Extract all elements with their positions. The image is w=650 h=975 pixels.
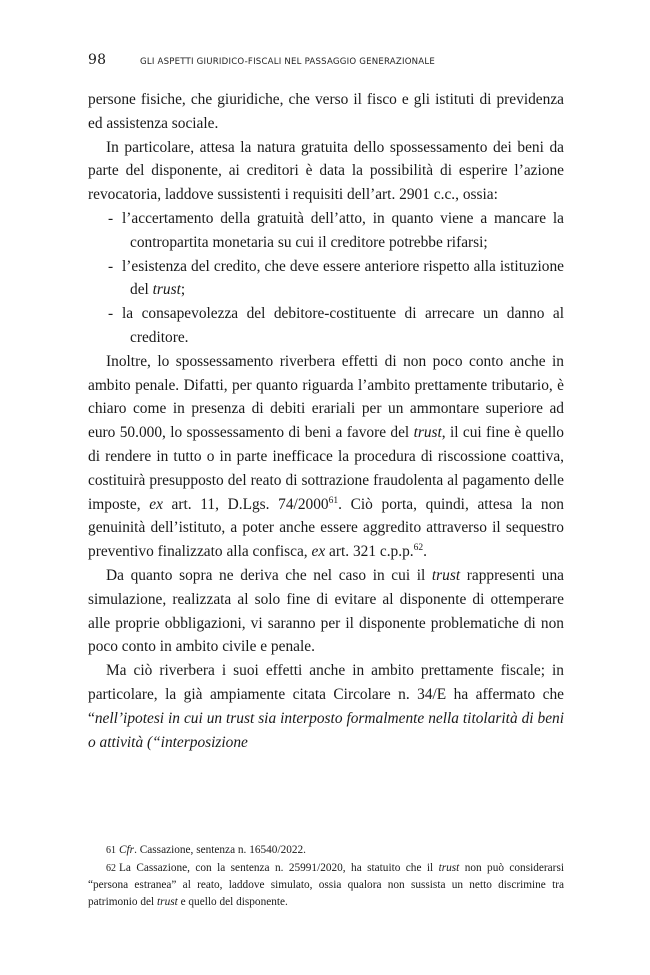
list-item-italic: trust [152,281,181,299]
footnote-text-c: e quello del disponente. [177,895,288,908]
p3-text-f: . [423,543,428,561]
footnote-text-b: non può considerarsi “persona estranea” al reato, laddove simulato, ossia qualora non sussista un netto discrimine tra patrimonio del [88,861,564,908]
paragraph-4 [88,564,564,659]
p3-italic-ex: ex [149,495,163,513]
p3-text-d: . Ciò porta, quindi, attesa la non genuinità dell’istituto, a poter anche essere aggredito attraverso il sequestro preventivo finalizzato alla confisca, [88,495,564,561]
page-number: 98 [88,52,107,68]
list-dash: - [108,209,114,227]
p4-text-a: Da quanto sopra ne deriva che nel caso in cui il [106,566,432,584]
list-item [108,302,564,350]
list-item-text-end: ; [180,281,186,299]
p4-italic-trust: trust [431,566,461,584]
footnote-number: 62 [106,862,116,874]
paragraph-2: In particolare, attesa la natura gratuita dello spossessamento dei beni da parte del disponente, ai creditori è data la possibilità di esperire l’azione revocatoria, laddove sussistenti i requisiti dell’art. 2901 c.c., ossia: [88,138,564,204]
list-dash: - [108,305,114,323]
list-item [108,255,564,303]
list-dash: - [108,257,114,275]
footnote-62 [88,860,564,911]
p5-italic-quote: nell’ipotesi in cui un trust sia interposto formalmente nella titolarità di beni o attività (“interposizione [88,709,564,751]
paragraph-5 [88,659,564,754]
p3-text-c: art. 11, D.Lgs. 74/2000 [162,495,329,513]
list-item-text: la consapevolezza del debitore-costituente di arrecare un danno al creditore. [122,305,564,346]
footnotes [88,842,564,910]
footnote-italic-trust: trust [438,861,460,874]
paragraph-1: persone fisiche, che giuridiche, che verso il fisco e gli istituti di previdenza ed assistenza sociale. [88,91,564,132]
p5-text-a: Ma ciò riverbera i suoi effetti anche in ambito prettamente fiscale; in particolare, la già ampiamente citata Circolare n. 34/E ha affermato che “ [88,662,564,727]
footnote-italic-trust-2: trust [157,895,178,908]
footnote-61 [88,842,564,860]
footnote-text-a: La Cassazione, con la sentenza n. 25991/2020, ha statuito che il [119,861,439,874]
p4-text-b: rappresenti una simulazione, realizzata al solo fine di evitare al disponente di ottemperare alle proprie obbligazioni, vi saranno per il disponente problematiche di non poco conto in ambito civile e penale. [88,566,564,656]
requirements-list [88,207,564,350]
footnote-ref-61: 61 [328,495,339,506]
p3-italic-trust: trust [413,424,442,442]
p3-text-e: art. 321 c.p.p. [325,543,414,561]
p3-text-a: Inoltre, lo spossessamento riverbera effetti di non poco conto anche in ambito penale. Difatti, per quanto riguarda l’ambito prettamente tributario, è chiaro come in presenza di debiti erariali per un ammontare superiore ad euro 50.000, lo spossessamento di beni a favore del [88,352,564,442]
body-text [88,88,564,754]
running-title: GLI ASPETTI GIURIDICO-FISCALI NEL PASSAGGIO GENERAZIONALE [140,57,435,67]
list-item [108,207,564,255]
page-header [88,52,568,68]
p3-text-b: , il cui fine è quello di rendere in tutto o in parte inefficace la procedura di riscossione coattiva, costituirà presupposto del reato di sottrazione fraudolenta al pagamento delle imposte, [88,424,564,513]
p3-italic-ex-2: ex [311,543,326,561]
list-item-text: l’accertamento della gratuità dell’atto, in quanto viene a mancare la contropartita monetaria su cui il creditore potrebbe rifarsi; [122,209,564,251]
footnote-number: 61 [106,845,116,856]
paragraph-3 [88,350,564,564]
footnote-ref-62: 62 [413,543,424,554]
list-item-text: l’esistenza del credito, che deve essere anteriore rispetto alla istituzione del [122,257,564,299]
footnote-italic: Cfr [119,844,135,856]
footnote-text: . Cassazione, sentenza n. 16540/2022. [134,844,307,856]
